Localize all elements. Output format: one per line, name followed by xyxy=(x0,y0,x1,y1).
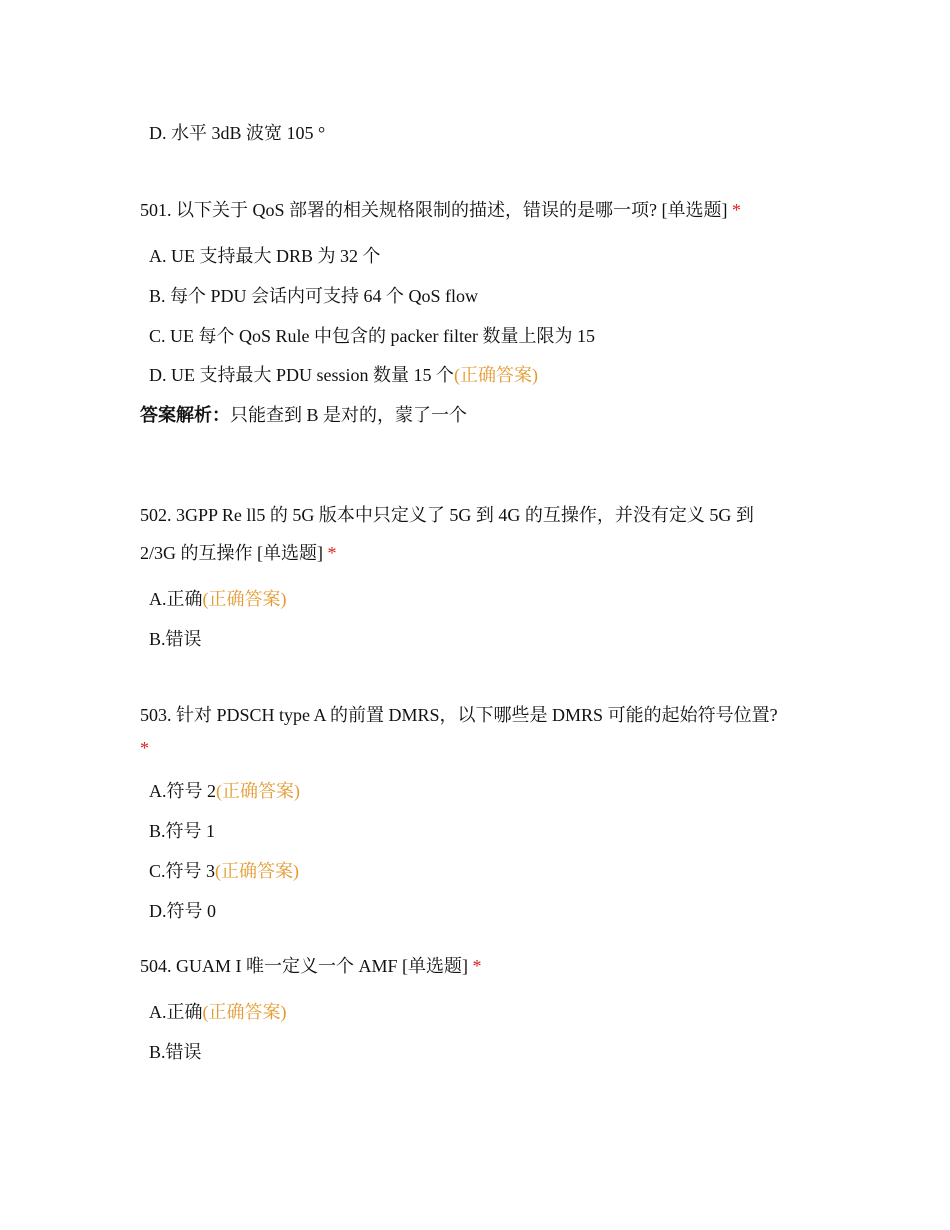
question-503-title-line1 xyxy=(140,703,778,727)
q503-option-c xyxy=(149,859,299,883)
question-text: 2/3G 的互操作 [单选题] xyxy=(140,543,328,563)
q501-option-b xyxy=(149,284,478,308)
option-text: A.正确 xyxy=(149,1002,203,1022)
q503-option-b xyxy=(149,819,215,843)
question-501-title xyxy=(140,198,741,222)
question-text: 501. 以下关于 QoS 部署的相关规格限制的描述，错误的是哪一项? [单选题] xyxy=(140,200,732,220)
question-502-title-line2 xyxy=(140,541,337,565)
option-text: C. UE 每个 QoS Rule 中包含的 packer filter 数量上限为 15 xyxy=(149,326,595,346)
option-text: B. 每个 PDU 会话内可支持 64 个 QoS flow xyxy=(149,286,479,306)
q503-option-d xyxy=(149,899,216,923)
option-text: B.错误 xyxy=(149,1042,202,1062)
question-504-title xyxy=(140,954,482,978)
q501-option-c xyxy=(149,324,595,348)
required-mark: * xyxy=(732,200,741,220)
q501-option-d xyxy=(149,363,538,387)
q504-option-a xyxy=(149,1000,287,1024)
q502-option-a xyxy=(149,587,287,611)
q504-option-b xyxy=(149,1040,202,1064)
q503-option-a xyxy=(149,779,300,803)
option-text: A. UE 支持最大 DRB 为 32 个 xyxy=(149,246,381,266)
question-503-title-line2 xyxy=(140,736,149,760)
option-text: B.符号 1 xyxy=(149,821,216,841)
required-mark: * xyxy=(472,956,482,976)
option-text: B.错误 xyxy=(149,629,202,649)
required-mark: * xyxy=(327,543,337,563)
question-text: 504. GUAM I 唯一定义一个 AMF [单选题] xyxy=(140,956,473,976)
prev-question-option-d xyxy=(149,121,325,145)
option-text: A.符号 2 xyxy=(149,781,216,801)
correct-answer-tag: (正确答案) xyxy=(454,365,539,385)
q502-option-b xyxy=(149,627,202,651)
q501-analysis xyxy=(140,403,467,427)
q501-option-a xyxy=(149,244,381,268)
question-text: 502. 3GPP Re ll5 的 5G 版本中只定义了 5G 到 4G 的互操作，并没有定义 5G 到 xyxy=(140,505,754,525)
option-text: D. 水平 3dB 波宽 105 ° xyxy=(149,123,326,143)
required-mark: * xyxy=(140,738,149,758)
option-text: D.符号 0 xyxy=(149,901,216,921)
correct-answer-tag: (正确答案) xyxy=(202,589,287,609)
correct-answer-tag: (正确答案) xyxy=(216,781,300,801)
correct-answer-tag: (正确答案) xyxy=(215,861,300,881)
correct-answer-tag: (正确答案) xyxy=(202,1002,287,1022)
analysis-text: 只能查到 B 是对的，蒙了一个 xyxy=(230,405,468,425)
analysis-label: 答案解析： xyxy=(140,405,230,425)
question-502-title-line1 xyxy=(140,503,754,527)
option-text: A.正确 xyxy=(149,589,203,609)
option-text: D. UE 支持最大 PDU session 数量 15 个 xyxy=(149,365,455,385)
option-text: C.符号 3 xyxy=(149,861,216,881)
question-text: 503. 针对 PDSCH type A 的前置 DMRS，以下哪些是 DMRS 可能的起始符号位置? xyxy=(140,705,778,725)
